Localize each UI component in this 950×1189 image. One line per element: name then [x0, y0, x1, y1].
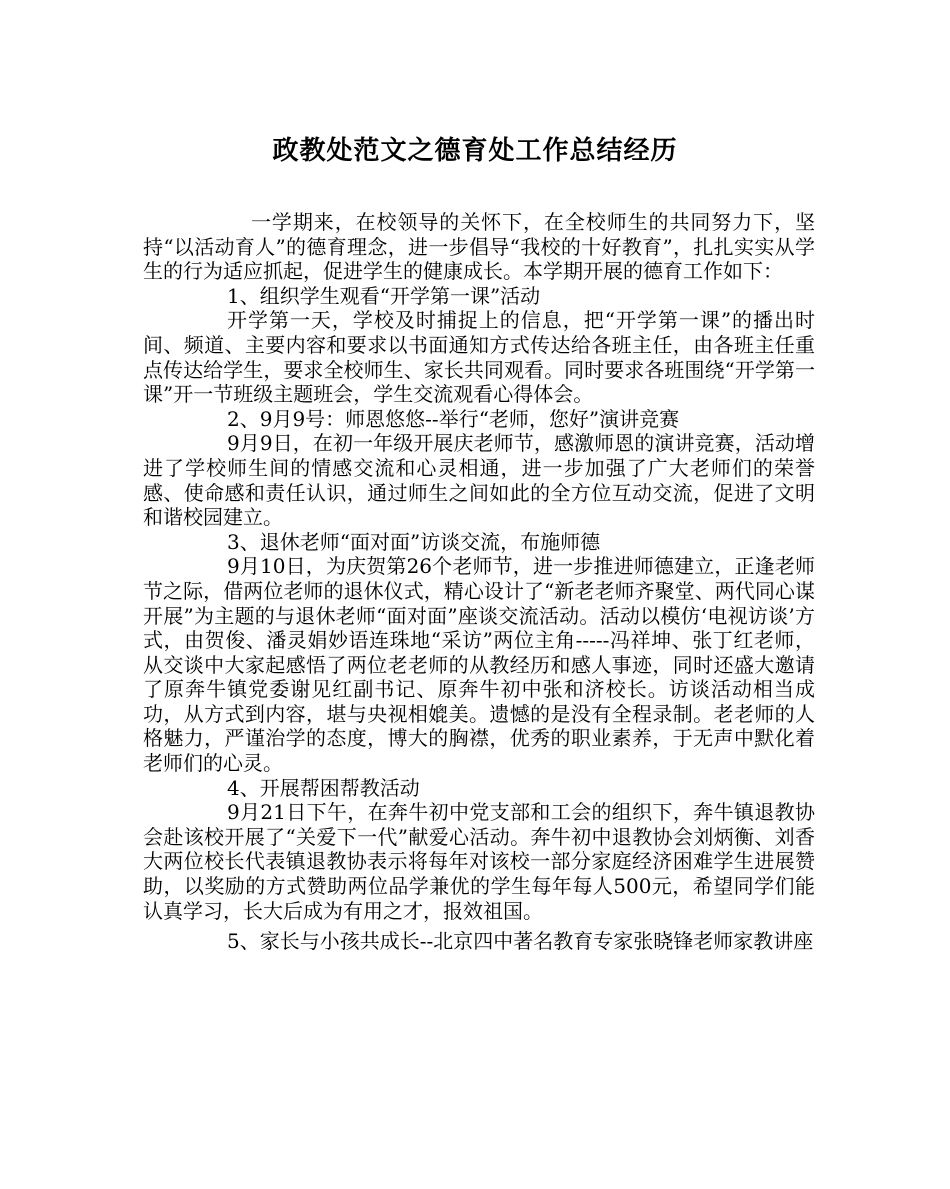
- section-heading-1: 1、组织学生观看“开学第一课”活动: [227, 283, 541, 308]
- section-paragraph-3: 9月10日，为庆贺第26个老师节，进一步推进师德建立，正逢老师节之际，借两位老师的退休仪式，精心设计了“新老老师齐聚堂、两代同心谋开展”为主题的与退休老师“面对面”座谈交流活动。活动以模仿‘电视访谈’方式，由贺俊、潘灵娟妙语连珠地“采访”两位主角-----冯祥坤、张丁红老师，从交谈中大家起感悟了两位老老师的从教经历和感人事迹，同时还盛大邀请了原奔牛镇党委谢见红副书记、原奔牛初中张和济校长。访谈活动相当成功，从方式到内容，堪与央视相媲美。遗憾的是没有全程录制。老老师的人格魅力，严谨治学的态度，博大的胸襟，优秀的职业素养，于无声中默化着老师们的心灵。: [143, 554, 815, 776]
- document-body: [143, 210, 815, 954]
- document-title: 政教处范文之德育处工作总结经历: [272, 136, 678, 166]
- section-heading-4: 4、开展帮困帮教活动: [227, 775, 420, 800]
- section-heading-2: 2、9月9号：师恩悠悠--举行“老师，您好”演讲竞赛: [227, 406, 680, 431]
- intro-paragraph: 一学期来，在校领导的关怀下，在全校师生的共同努力下，坚持“以活动育人”的德育理念，进一步倡导“我校的十好教育”，扎扎实实从学生的行为适应抓起，促进学生的健康成长。本学期开展的德育工作如下：: [143, 210, 815, 284]
- section-heading-3: 3、退休老师“面对面”访谈交流，布施师德: [227, 529, 601, 554]
- section-paragraph-2: 9月9日，在初一年级开展庆老师节，感激师恩的演讲竞赛，活动增进了学校师生间的情感交流和心灵相通，进一步加强了广大老师们的荣誉感、使命感和责任认识，通过师生之间如此的全方位互动交流，促进了文明和谐校园建立。: [143, 431, 815, 530]
- section-paragraph-4: 9月21日下午，在奔牛初中党支部和工会的组织下，奔牛镇退教协会赴该校开展了“关爱下一代”献爱心活动。奔牛初中退教协会刘炳衡、刘香大两位校长代表镇退教协表示将每年对该校一部分家庭经济困难学生进展赞助，以奖励的方式赞助两位品学兼优的学生每年每人500元，希望同学们能认真学习，长大后成为有用之才，报效祖国。: [143, 800, 815, 923]
- section-paragraph-1: 开学第一天，学校及时捕捉上的信息，把“开学第一课”的播出时间、频道、主要内容和要求以书面通知方式传达给各班主任，由各班主任重点传达给学生，要求全校师生、家长共同观看。同时要求各班围绕“开学第一课”开一节班级主题班会，学生交流观看心得体会。: [143, 308, 815, 407]
- section-heading-5: 5、家长与小孩共成长--北京四中著名教育专家张晓锋老师家教讲座: [227, 929, 814, 954]
